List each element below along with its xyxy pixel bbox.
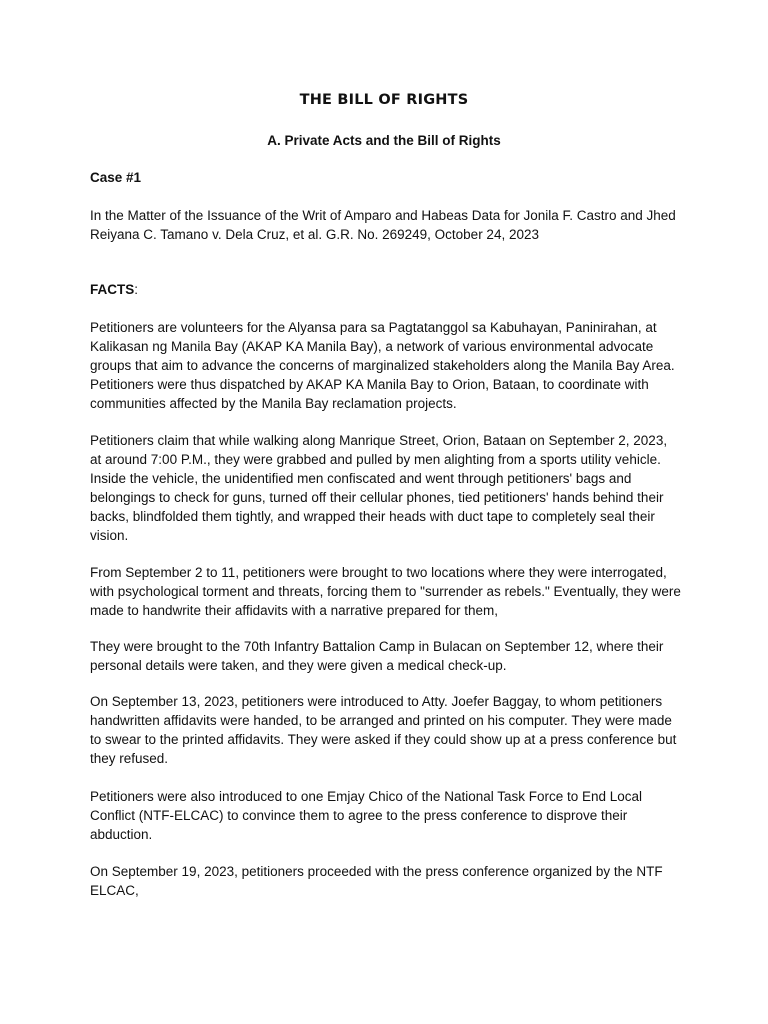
paragraph-1: Petitioners are volunteers for the Alyansa para sa Pagtatanggol sa Kabuhayan, Paninirahan, at Kalikasan ng Manila Bay (AKAP KA Manila Bay), a network of various environmental advocate groups that aim to advance the concerns of marginalized stakeholders along the Manila Bay Area. Petitioners were thus dispatched by AKAP KA Manila Bay to Orion, Bataan, to coordinate with communities affected by the Manila Bay reclamation projects. (90, 320, 675, 411)
paragraph-6: Petitioners were also introduced to one Emjay Chico of the National Task Force to End Local Conflict (NTF-ELCAC) to convince them to agree to the press conference to disprove their abduction. (90, 789, 643, 842)
paragraph-7: On September 19, 2023, petitioners proceeded with the press conference organized by the NTF ELCAC, (90, 864, 663, 898)
paragraph-2: Petitioners claim that while walking along Manrique Street, Orion, Bataan on September 2, 2023, at around 7:00 P.M., they were grabbed and pulled by men alighting from a sports utility vehicle. Inside the vehicle, the unidentified men confiscated and went through petitioners' bags and belongings to check for guns, turned off their cellular phones, tied petitioners' hands behind their backs, blindfolded them tightly, and wrapped their heads with duct tape to completely seal their vision. (90, 433, 668, 543)
paragraph-4: They were brought to the 70th Infantry Battalion Camp in Bulacan on September 12, where their personal details were taken, and they were given a medical check-up. (90, 639, 664, 673)
case-label: Case #1 (90, 170, 142, 185)
section-subtitle: A. Private Acts and the Bill of Rights (267, 133, 501, 148)
facts-colon: : (134, 282, 139, 297)
facts-heading-line (90, 282, 138, 297)
paragraph-3: From September 2 to 11, petitioners were brought to two locations where they were interrogated, with psychological torment and threats, forcing them to "surrender as rebels." Eventually, they were made to handwrite their affidavits with a narrative prepared for them, (90, 565, 681, 618)
facts-heading: FACTS (90, 282, 135, 297)
case-citation: In the Matter of the Issuance of the Writ of Amparo and Habeas Data for Jonila F. Castro and Jhed Reiyana C. Tamano v. Dela Cruz, et al. G.R. No. 269249, October 24, 2023 (90, 208, 676, 242)
paragraph-5: On September 13, 2023, petitioners were introduced to Atty. Joefer Baggay, to whom petitioners handwritten affidavits were handed, to be arranged and printed on his computer. They were made to swear to the printed affidavits. They were asked if they could show up at a press conference but they refused. (90, 694, 677, 766)
document-title: THE BILL OF RIGHTS (299, 92, 469, 108)
